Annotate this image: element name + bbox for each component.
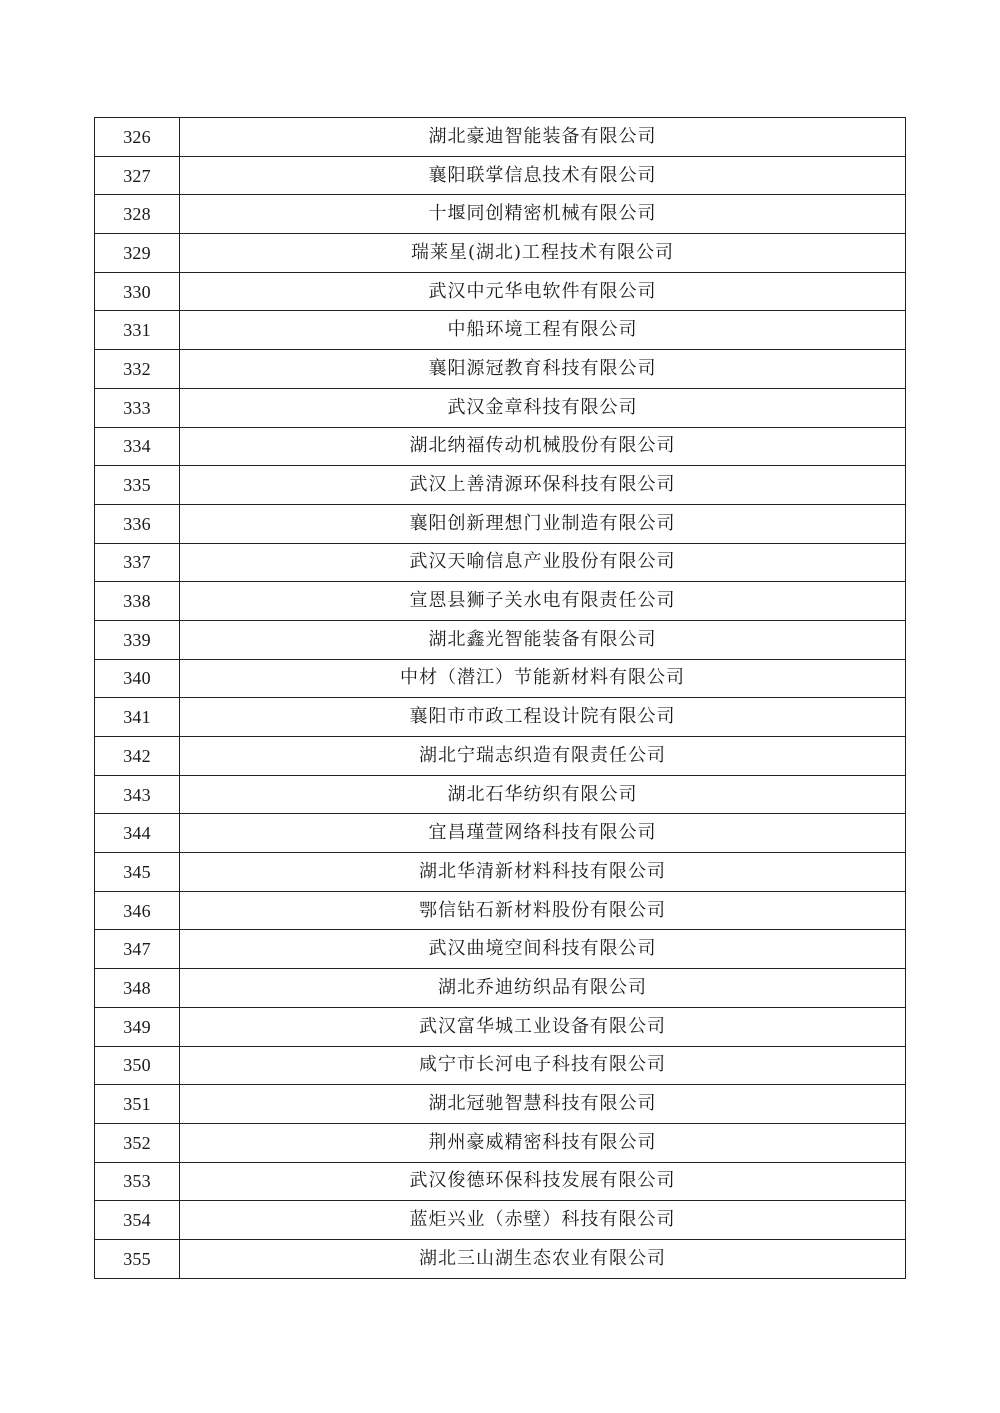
company-name: 宜昌瑾萱网络科技有限公司 <box>180 814 906 853</box>
company-name: 武汉曲境空间科技有限公司 <box>180 930 906 969</box>
row-number: 334 <box>95 427 180 466</box>
row-number: 339 <box>95 620 180 659</box>
table-row <box>95 350 906 389</box>
company-list-table <box>94 117 906 1279</box>
table-row <box>95 698 906 737</box>
row-number: 326 <box>95 118 180 157</box>
row-number: 345 <box>95 853 180 892</box>
row-number: 337 <box>95 543 180 582</box>
row-number: 331 <box>95 311 180 350</box>
row-number: 335 <box>95 466 180 505</box>
row-number: 348 <box>95 969 180 1008</box>
company-name: 襄阳源冠教育科技有限公司 <box>180 350 906 389</box>
table-body <box>95 118 906 1279</box>
company-name: 宣恩县狮子关水电有限责任公司 <box>180 582 906 621</box>
row-number: 341 <box>95 698 180 737</box>
row-number: 350 <box>95 1046 180 1085</box>
row-number: 327 <box>95 156 180 195</box>
company-name: 荆州豪威精密科技有限公司 <box>180 1123 906 1162</box>
table-row <box>95 466 906 505</box>
company-name: 襄阳创新理想门业制造有限公司 <box>180 504 906 543</box>
company-name: 湖北冠驰智慧科技有限公司 <box>180 1085 906 1124</box>
row-number: 332 <box>95 350 180 389</box>
table-row <box>95 1085 906 1124</box>
company-name: 襄阳联掌信息技术有限公司 <box>180 156 906 195</box>
row-number: 340 <box>95 659 180 698</box>
company-name: 咸宁市长河电子科技有限公司 <box>180 1046 906 1085</box>
row-number: 352 <box>95 1123 180 1162</box>
row-number: 329 <box>95 234 180 273</box>
company-name: 湖北宁瑞志织造有限责任公司 <box>180 737 906 776</box>
table-row <box>95 118 906 157</box>
table-row <box>95 1162 906 1201</box>
company-name: 蓝炬兴业（赤壁）科技有限公司 <box>180 1201 906 1240</box>
table-row <box>95 814 906 853</box>
table-row <box>95 737 906 776</box>
table-row <box>95 1123 906 1162</box>
table-row <box>95 311 906 350</box>
table-row <box>95 234 906 273</box>
company-name: 武汉俊德环保科技发展有限公司 <box>180 1162 906 1201</box>
table-row <box>95 272 906 311</box>
company-name: 武汉中元华电软件有限公司 <box>180 272 906 311</box>
row-number: 333 <box>95 388 180 427</box>
table-row <box>95 620 906 659</box>
row-number: 355 <box>95 1239 180 1278</box>
company-name: 武汉富华城工业设备有限公司 <box>180 1007 906 1046</box>
row-number: 344 <box>95 814 180 853</box>
row-number: 346 <box>95 891 180 930</box>
table-row <box>95 891 906 930</box>
table-row <box>95 543 906 582</box>
table-row <box>95 930 906 969</box>
company-name: 湖北乔迪纺织品有限公司 <box>180 969 906 1008</box>
table-row <box>95 853 906 892</box>
row-number: 351 <box>95 1085 180 1124</box>
company-name: 湖北纳福传动机械股份有限公司 <box>180 427 906 466</box>
table-row <box>95 1201 906 1240</box>
table-row <box>95 775 906 814</box>
row-number: 336 <box>95 504 180 543</box>
row-number: 349 <box>95 1007 180 1046</box>
table-row <box>95 1239 906 1278</box>
company-name: 湖北鑫光智能装备有限公司 <box>180 620 906 659</box>
company-name: 十堰同创精密机械有限公司 <box>180 195 906 234</box>
company-name: 武汉天喻信息产业股份有限公司 <box>180 543 906 582</box>
table-row <box>95 1046 906 1085</box>
row-number: 343 <box>95 775 180 814</box>
table-row <box>95 195 906 234</box>
table-row <box>95 388 906 427</box>
row-number: 347 <box>95 930 180 969</box>
table-row <box>95 504 906 543</box>
company-name: 湖北三山湖生态农业有限公司 <box>180 1239 906 1278</box>
company-name: 湖北华清新材料科技有限公司 <box>180 853 906 892</box>
row-number: 328 <box>95 195 180 234</box>
table-row <box>95 582 906 621</box>
table-row <box>95 969 906 1008</box>
company-name: 襄阳市市政工程设计院有限公司 <box>180 698 906 737</box>
company-name: 瑞莱星(湖北)工程技术有限公司 <box>180 234 906 273</box>
row-number: 354 <box>95 1201 180 1240</box>
row-number: 342 <box>95 737 180 776</box>
company-name: 湖北石华纺织有限公司 <box>180 775 906 814</box>
row-number: 338 <box>95 582 180 621</box>
table-row <box>95 156 906 195</box>
company-name: 武汉上善清源环保科技有限公司 <box>180 466 906 505</box>
company-name: 鄂信钻石新材料股份有限公司 <box>180 891 906 930</box>
company-name: 中船环境工程有限公司 <box>180 311 906 350</box>
table-row <box>95 1007 906 1046</box>
company-name: 中材（潜江）节能新材料有限公司 <box>180 659 906 698</box>
company-name: 湖北豪迪智能装备有限公司 <box>180 118 906 157</box>
row-number: 330 <box>95 272 180 311</box>
company-name: 武汉金章科技有限公司 <box>180 388 906 427</box>
table-row <box>95 427 906 466</box>
row-number: 353 <box>95 1162 180 1201</box>
table-row <box>95 659 906 698</box>
